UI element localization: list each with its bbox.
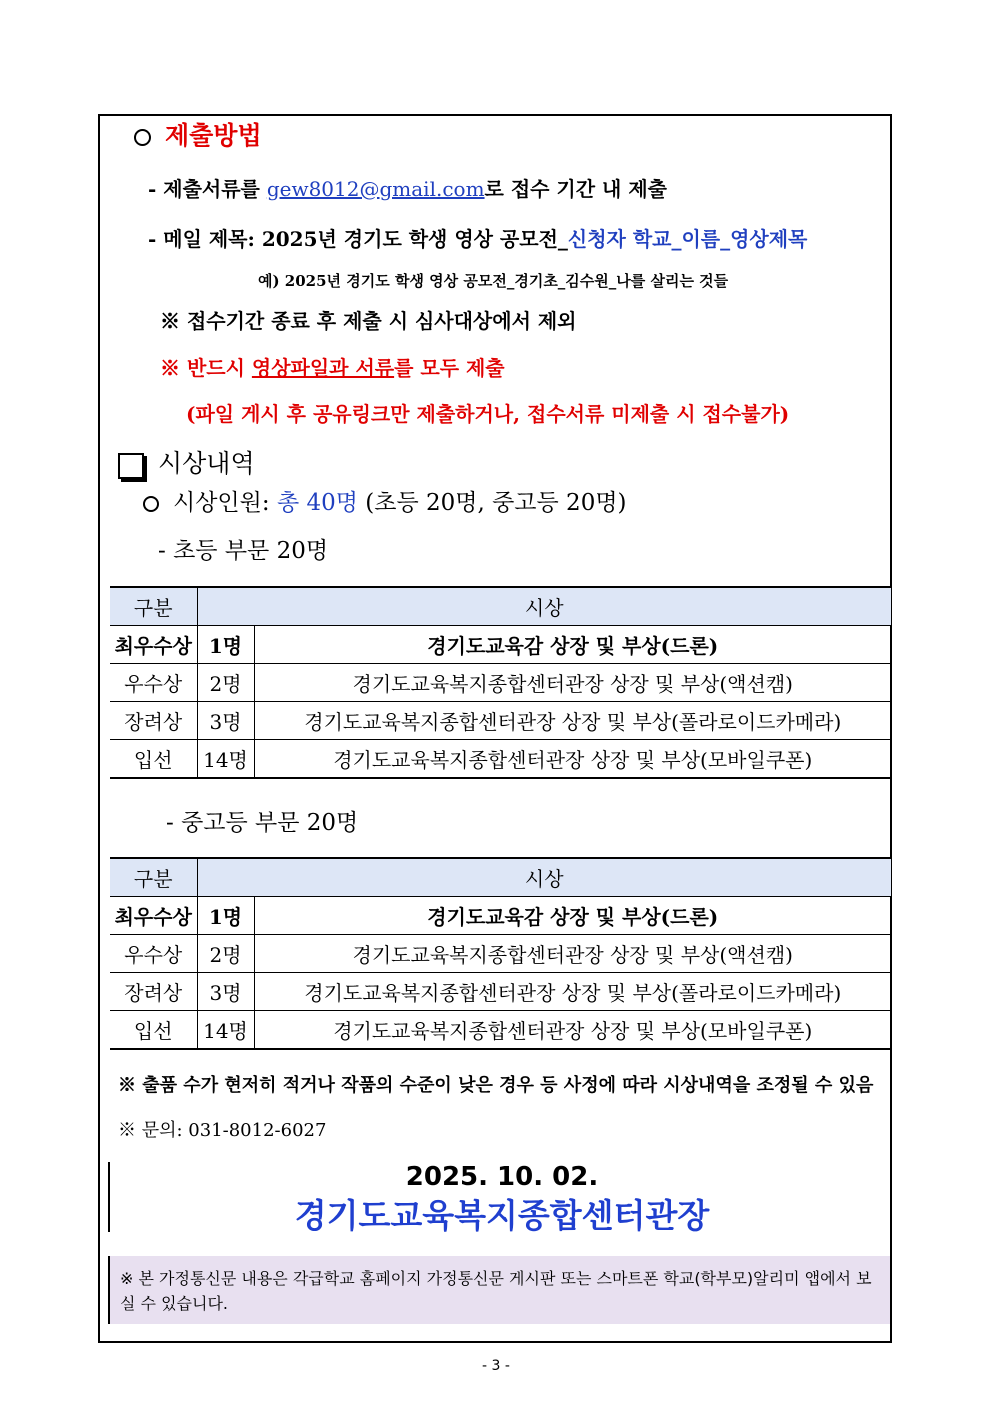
secondary-title: - 중고등 부문 20명 bbox=[166, 810, 359, 836]
submission-line-1: - 제출서류를 gew8012@gmail.com로 접수 기간 내 제출 bbox=[148, 177, 667, 201]
submission-heading: 제출방법 bbox=[134, 116, 262, 152]
table-row bbox=[110, 973, 891, 1011]
row-count: 14명 bbox=[197, 740, 254, 779]
elementary-title: - 초등 부문 20명 bbox=[158, 538, 329, 564]
table-row bbox=[110, 1011, 891, 1050]
header-category: 구분 bbox=[110, 858, 197, 897]
issuer-block bbox=[108, 1162, 894, 1235]
notice-text: ※ 본 가정통신문 내용은 각급학교 홈페이지 가정통신문 게시판 또는 스마트폰 학교(학부모)알리미 앱에서 보실 수 있습니다. bbox=[120, 1269, 872, 1313]
submission-note-1: ※ 접수기간 종료 후 제출 시 심사대상에서 제외 bbox=[160, 309, 577, 333]
table-header-row bbox=[110, 587, 891, 626]
adjust-note: ※ 출품 수가 현저히 적거나 작품의 수준이 낮은 경우 등 사정에 따라 시상내역을 조정될 수 있음 bbox=[118, 1075, 874, 1096]
issue-date: 2025. 10. 02. bbox=[405, 1162, 599, 1192]
table-row bbox=[110, 897, 891, 935]
awards-count: 시상인원: 총 40명 (초등 20명, 중고등 20명) bbox=[143, 484, 627, 517]
row-category: 장려상 bbox=[110, 702, 197, 740]
contact-info: ※ 문의: 031-8012-6027 bbox=[118, 1120, 327, 1141]
elementary-prize-table bbox=[110, 586, 891, 779]
row-prize: 경기도교육복지종합센터관장 상장 및 부상(액션캠) bbox=[254, 664, 891, 702]
table-row bbox=[110, 664, 891, 702]
page-number: - 3 - bbox=[482, 1358, 510, 1374]
row-count: 2명 bbox=[197, 935, 254, 973]
row-category: 입선 bbox=[110, 1011, 197, 1050]
row-category: 입선 bbox=[110, 740, 197, 779]
submission-line-2: - 메일 제목: 2025년 경기도 학생 영상 공모전_신청자 학교_이름_영상제목 bbox=[148, 227, 808, 251]
submission-example: 예) 2025년 경기도 학생 영상 공모전_경기초_김수원_나를 살리는 것들 bbox=[258, 272, 729, 290]
submission-note-2: ※ 반드시 영상파일과 서류를 모두 제출 bbox=[160, 356, 505, 380]
header-prize: 시상 bbox=[197, 858, 891, 897]
secondary-prize-table bbox=[110, 857, 891, 1050]
row-count: 1명 bbox=[197, 626, 254, 664]
row-prize: 경기도교육복지종합센터관장 상장 및 부상(폴라로이드카메라) bbox=[254, 973, 891, 1011]
table-row bbox=[110, 626, 891, 664]
row-category: 최우수상 bbox=[110, 626, 197, 664]
notice-box bbox=[108, 1256, 890, 1324]
issuer-name: 경기도교육복지종합센터관장 bbox=[294, 1196, 710, 1235]
row-count: 3명 bbox=[197, 702, 254, 740]
header-category: 구분 bbox=[110, 587, 197, 626]
row-count: 3명 bbox=[197, 973, 254, 1011]
square-bullet-icon bbox=[118, 453, 144, 479]
table-row bbox=[110, 935, 891, 973]
circle-bullet-icon bbox=[134, 129, 151, 146]
header-prize: 시상 bbox=[197, 587, 891, 626]
row-prize: 경기도교육복지종합센터관장 상장 및 부상(모바일쿠폰) bbox=[254, 1011, 891, 1050]
row-count: 2명 bbox=[197, 664, 254, 702]
table-header-row bbox=[110, 858, 891, 897]
row-category: 장려상 bbox=[110, 973, 197, 1011]
row-count: 14명 bbox=[197, 1011, 254, 1050]
row-prize: 경기도교육복지종합센터관장 상장 및 부상(폴라로이드카메라) bbox=[254, 702, 891, 740]
circle-bullet-icon bbox=[143, 496, 159, 512]
table-row bbox=[110, 702, 891, 740]
awards-heading: 시상내역 bbox=[118, 444, 255, 480]
row-prize: 경기도교육복지종합센터관장 상장 및 부상(액션캠) bbox=[254, 935, 891, 973]
submission-note-3: (파일 게시 후 공유링크만 제출하거나, 접수서류 미제출 시 접수불가) bbox=[186, 402, 790, 426]
row-prize: 경기도교육복지종합센터관장 상장 및 부상(모바일쿠폰) bbox=[254, 740, 891, 779]
table-row bbox=[110, 740, 891, 779]
row-category: 우수상 bbox=[110, 664, 197, 702]
row-prize: 경기도교육감 상장 및 부상(드론) bbox=[254, 626, 891, 664]
row-prize: 경기도교육감 상장 및 부상(드론) bbox=[254, 897, 891, 935]
row-category: 우수상 bbox=[110, 935, 197, 973]
row-category: 최우수상 bbox=[110, 897, 197, 935]
email-link[interactable]: gew8012@gmail.com bbox=[266, 177, 485, 201]
row-count: 1명 bbox=[197, 897, 254, 935]
